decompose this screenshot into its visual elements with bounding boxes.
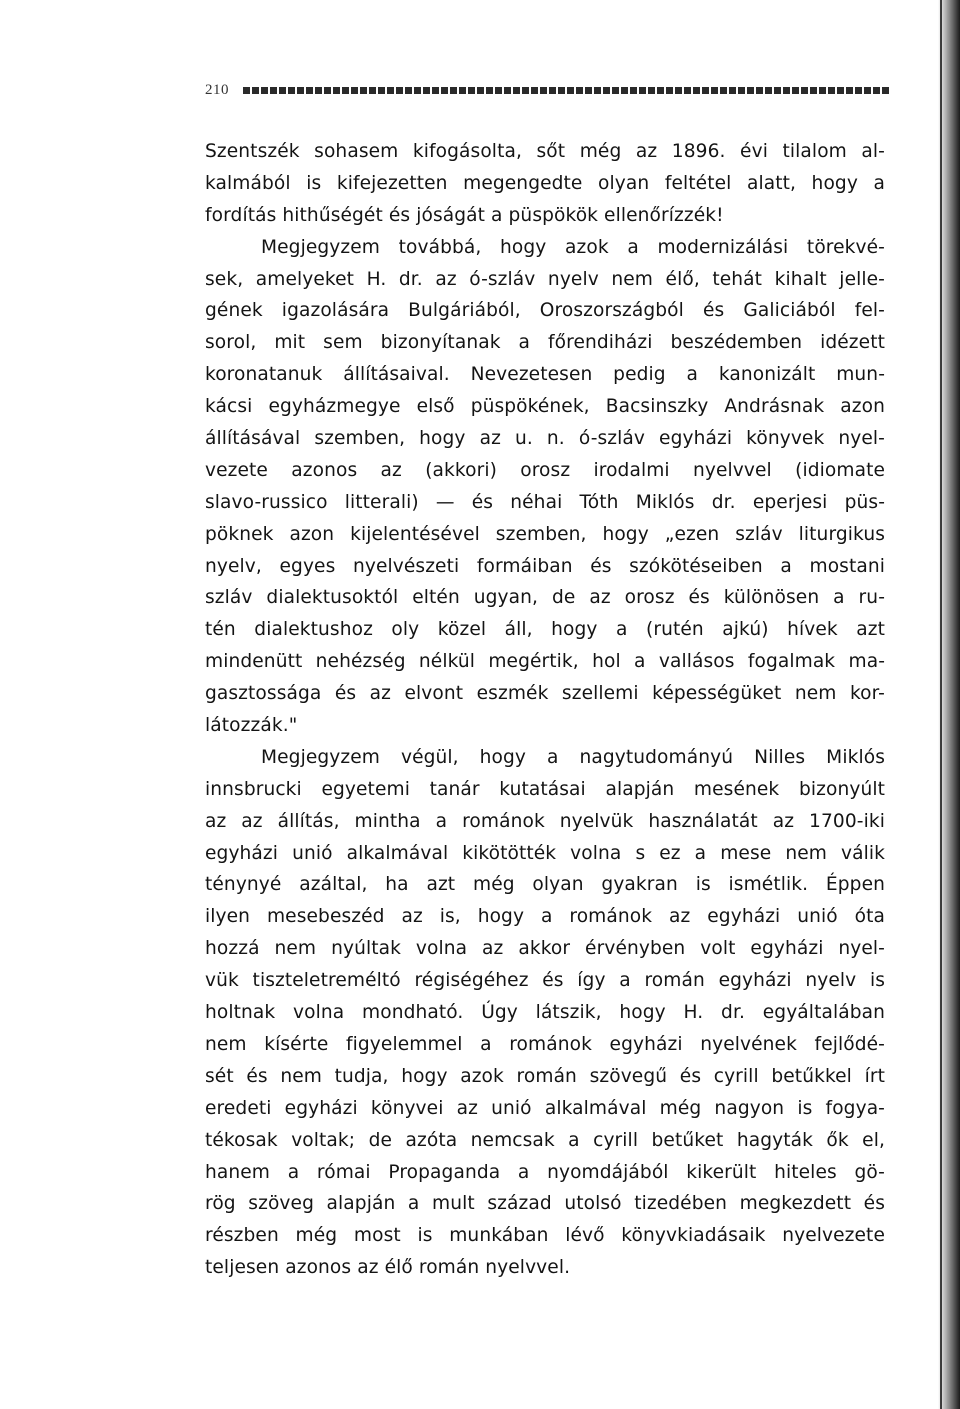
- text-line: gének igazolására Bulgáriából, Oroszországból és Galiciából fel-: [205, 300, 885, 322]
- text-line: innsbrucki egyetemi tanár kutatásai alapján mesének bizonyúlt: [205, 778, 885, 800]
- text-line: kácsi egyházmegye első püspökének, Bacsinszky Andrásnak azon: [205, 396, 885, 418]
- text-line: sét és nem tudja, hogy azok román szövegű és cyrill betűkkel írt: [205, 1065, 885, 1087]
- text-line: sorol, mit sem bizonyítanak a főrendiházi beszédemben idézett: [205, 332, 885, 354]
- page-header: [205, 80, 890, 100]
- text-line: slavo-russico litterali) — és néhai Tóth Miklós dr. eperjesi püs-: [205, 491, 885, 513]
- text-line: hozzá nem nyúltak volna az akkor érvényben volt egyházi nyel-: [205, 938, 885, 960]
- text-line: teljesen azonos az élő román nyelvvel.: [205, 1257, 571, 1279]
- text-line: szláv dialektusoktól eltén ugyan, de az orosz és különösen a ru-: [205, 587, 885, 609]
- text-line: vük tiszteletreméltó régiségéhez és így a román egyházi nyelv is: [205, 970, 885, 992]
- text-line: tékosak voltak; de azóta nemcsak a cyrill betűket hagyták ők el,: [205, 1129, 885, 1151]
- text-line: ilyen mesebeszéd az is, hogy a románok az egyházi unió óta: [205, 906, 885, 928]
- text-line: ténynyé azáltal, ha azt még olyan gyakran is ismétlik. Éppen: [205, 874, 885, 896]
- text-line: nem kísérte figyelemmel a románok egyházi nyelvének fejlődé-: [205, 1033, 885, 1055]
- text-line: az az állítás, mintha a románok nyelvük használatát az 1700-iki: [205, 810, 885, 832]
- text-line: kalmából is kifejezetten megengedte olyan feltétel alatt, hogy a: [205, 172, 885, 194]
- text-line: rög szöveg alapján a mult század utolsó tizedében megkezdett és: [205, 1193, 885, 1215]
- text-line: látozzák.": [205, 715, 298, 737]
- text-line: koronatanuk állításaival. Nevezetesen pedig a kanonizált mun-: [205, 364, 885, 386]
- text-line: holtnak volna mondható. Úgy látszik, hogy H. dr. egyáltalában: [205, 1002, 885, 1024]
- header-ornamental-rule: [243, 87, 890, 94]
- text-line: fordítás hithűségét és jóságát a püspökök ellenőrízzék!: [205, 204, 724, 226]
- text-line: Megjegyzem végül, hogy a nagytudományú Nilles Miklós: [261, 746, 885, 768]
- text-line: pöknek azon kijelentésével szemben, hogy „ezen szláv liturgikus: [205, 523, 885, 545]
- text-line: részben még most is munkában lévő könyvkiadásaik nyelvezete: [205, 1225, 885, 1247]
- binding-shadow: [938, 0, 960, 1409]
- page-number: 210: [205, 81, 229, 98]
- text-line: sek, amelyeket H. dr. az ó-szláv nyelv nem élő, tehát kihalt jelle-: [205, 268, 885, 290]
- text-line: állításával szemben, hogy az u. n. ó-szláv egyházi könyvek nyel-: [205, 428, 885, 450]
- text-line: hanem a római Propaganda a nyomdájából kikerült hiteles gö-: [205, 1161, 885, 1183]
- text-line: nyelv, egyes nyelvészeti formáiban és szókötéseiben a mostani: [205, 555, 885, 577]
- body-text: [205, 136, 885, 1284]
- text-line: tén dialektushoz oly közel áll, hogy a (rutén ajkú) hívek azt: [205, 619, 885, 641]
- text-line: Megjegyzem továbbá, hogy azok a modernizálási törekvé-: [261, 236, 885, 258]
- text-line: mindenütt nehézség nélkül megértik, hol a vallásos fogalmak ma-: [205, 651, 885, 673]
- text-line: Szentszék sohasem kifogásolta, sőt még az 1896. évi tilalom al-: [205, 141, 885, 162]
- text-line: gasztossága és az elvont eszmék szellemi képességüket nem kor-: [205, 683, 885, 705]
- text-line: egyházi unió alkalmával kikötötték volna s ez a mese nem válik: [205, 842, 885, 864]
- text-line: eredeti egyházi könyvei az unió alkalmával még nagyon is fogya-: [205, 1097, 885, 1119]
- text-line: vezete azonos az (akkori) orosz irodalmi nyelvvel (idiomate: [205, 459, 885, 481]
